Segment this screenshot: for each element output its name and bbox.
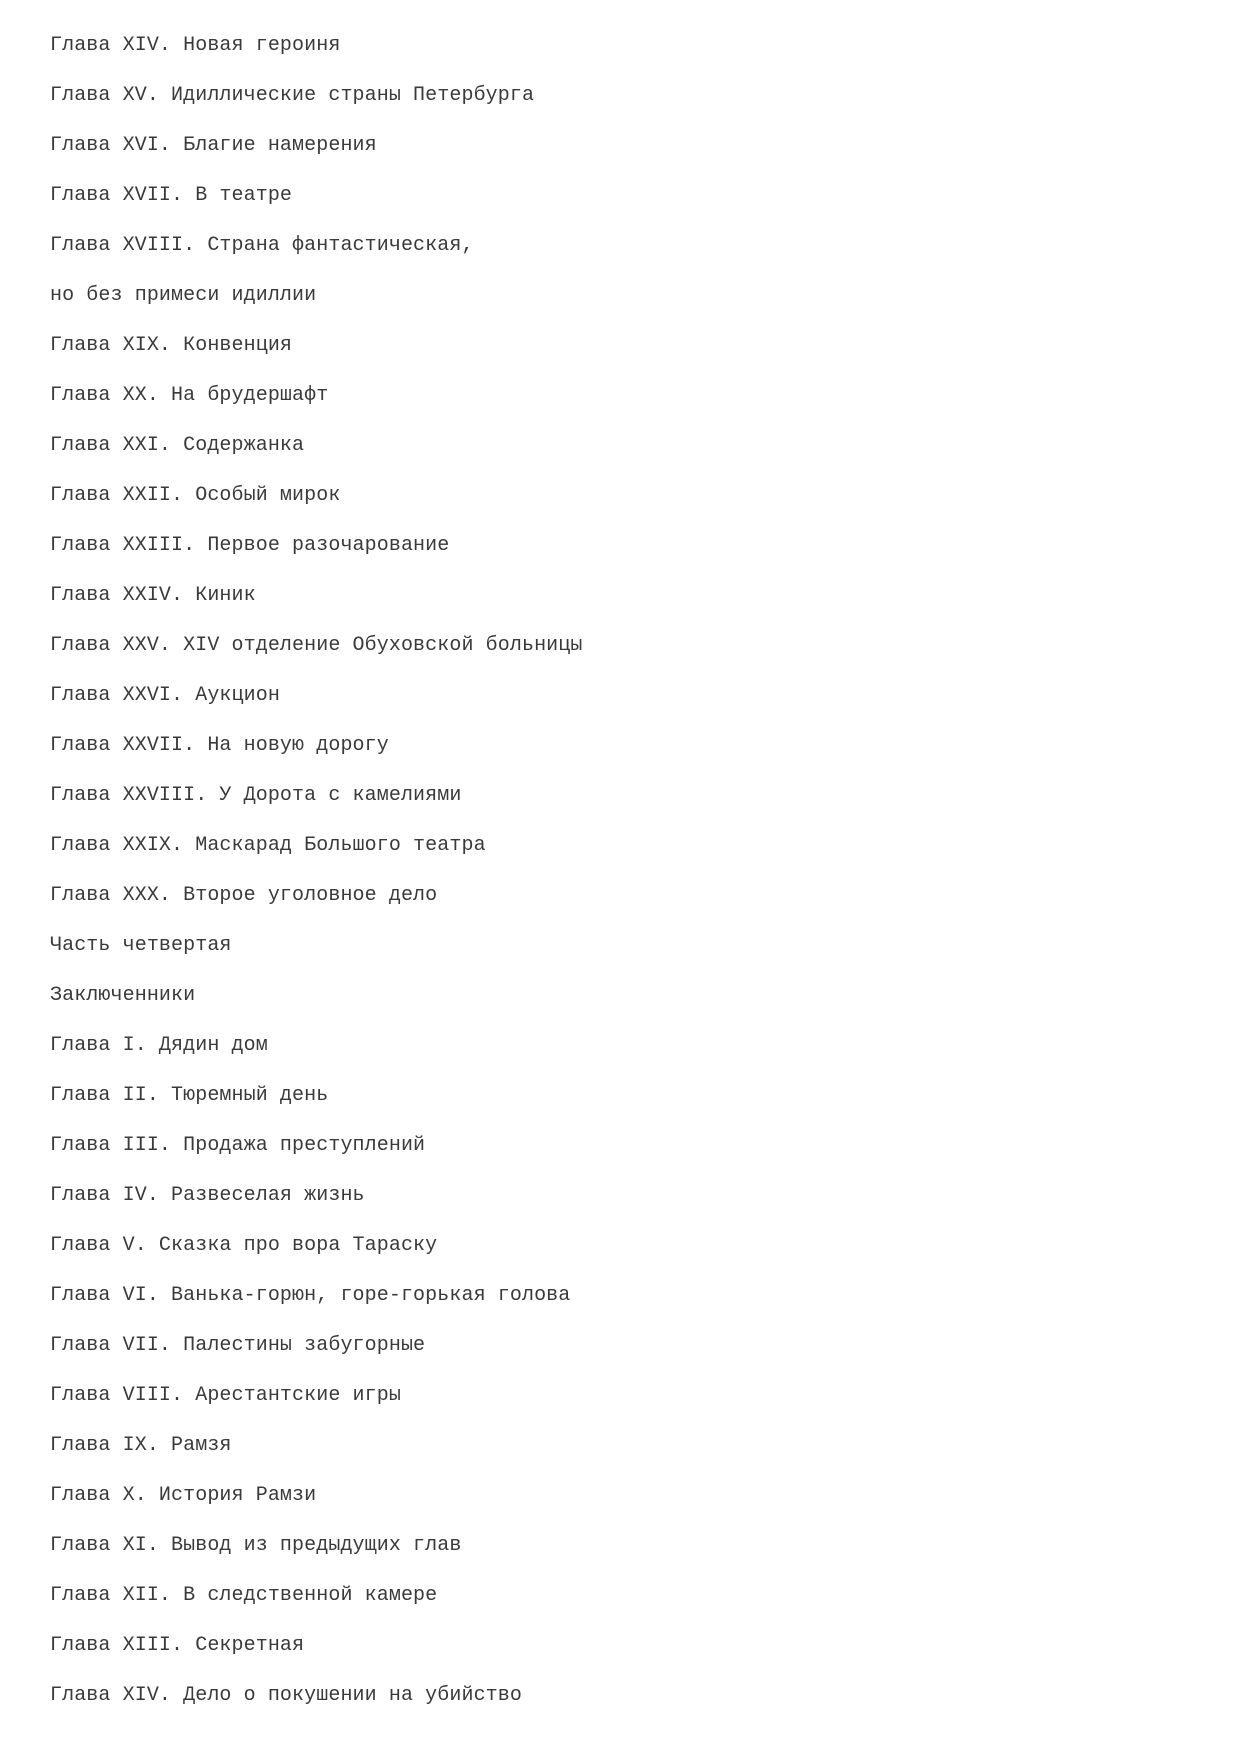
toc-line: но без примеси идиллии [50,284,317,307]
toc-line: Глава XIV. Дело о покушении на убийство [50,1684,522,1707]
toc-line: Глава XXIII. Первое разочарование [50,534,450,557]
toc-line: Глава IV. Развеселая жизнь [50,1184,365,1207]
toc-line: Глава XX. На брудершафт [50,384,329,407]
toc-line: Глава II. Тюремный день [50,1084,329,1107]
toc-line: Глава XII. В следственной камере [50,1584,438,1607]
toc-line: Глава VIII. Арестантские игры [50,1384,401,1407]
toc-line: Часть четвертая [50,934,232,957]
toc-line: Глава XVI. Благие намерения [50,134,377,157]
toc-line: Глава XIV. Новая героиня [50,34,341,57]
toc-line: Глава XXVIII. У Дорота с камелиями [50,784,462,807]
toc-line: Глава XXII. Особый мирок [50,484,341,507]
table-of-contents [50,36,583,1736]
toc-line: Глава V. Сказка про вора Тараску [50,1234,438,1257]
toc-line: Глава XV. Идиллические страны Петербурга [50,84,535,107]
toc-line: Глава XXVI. Аукцион [50,684,280,707]
toc-line: Глава XXI. Содержанка [50,434,305,457]
toc-line: Глава XVIII. Страна фантастическая, [50,234,474,257]
toc-line: Глава XVII. В театре [50,184,293,207]
toc-line: Глава VII. Палестины забугорные [50,1334,426,1357]
toc-line: Глава XXV. XIV отделение Обуховской больницы [50,634,583,657]
toc-line: Глава XXIV. Киник [50,584,256,607]
toc-line: Глава XXX. Второе уголовное дело [50,884,438,907]
toc-line: Глава XI. Вывод из предыдущих глав [50,1534,462,1557]
toc-line: Глава III. Продажа преступлений [50,1134,426,1157]
toc-line: Глава XXVII. На новую дорогу [50,734,389,757]
toc-line: Глава I. Дядин дом [50,1034,268,1057]
toc-line: Глава X. История Рамзи [50,1484,317,1507]
toc-line: Заключенники [50,984,196,1007]
toc-line: Глава IX. Рамзя [50,1434,232,1457]
toc-line: Глава VI. Ванька-горюн, горе-горькая голова [50,1284,571,1307]
toc-line: Глава XIII. Секретная [50,1634,305,1657]
toc-line: Глава XXIX. Маскарад Большого театра [50,834,486,857]
toc-line: Глава XIX. Конвенция [50,334,293,357]
